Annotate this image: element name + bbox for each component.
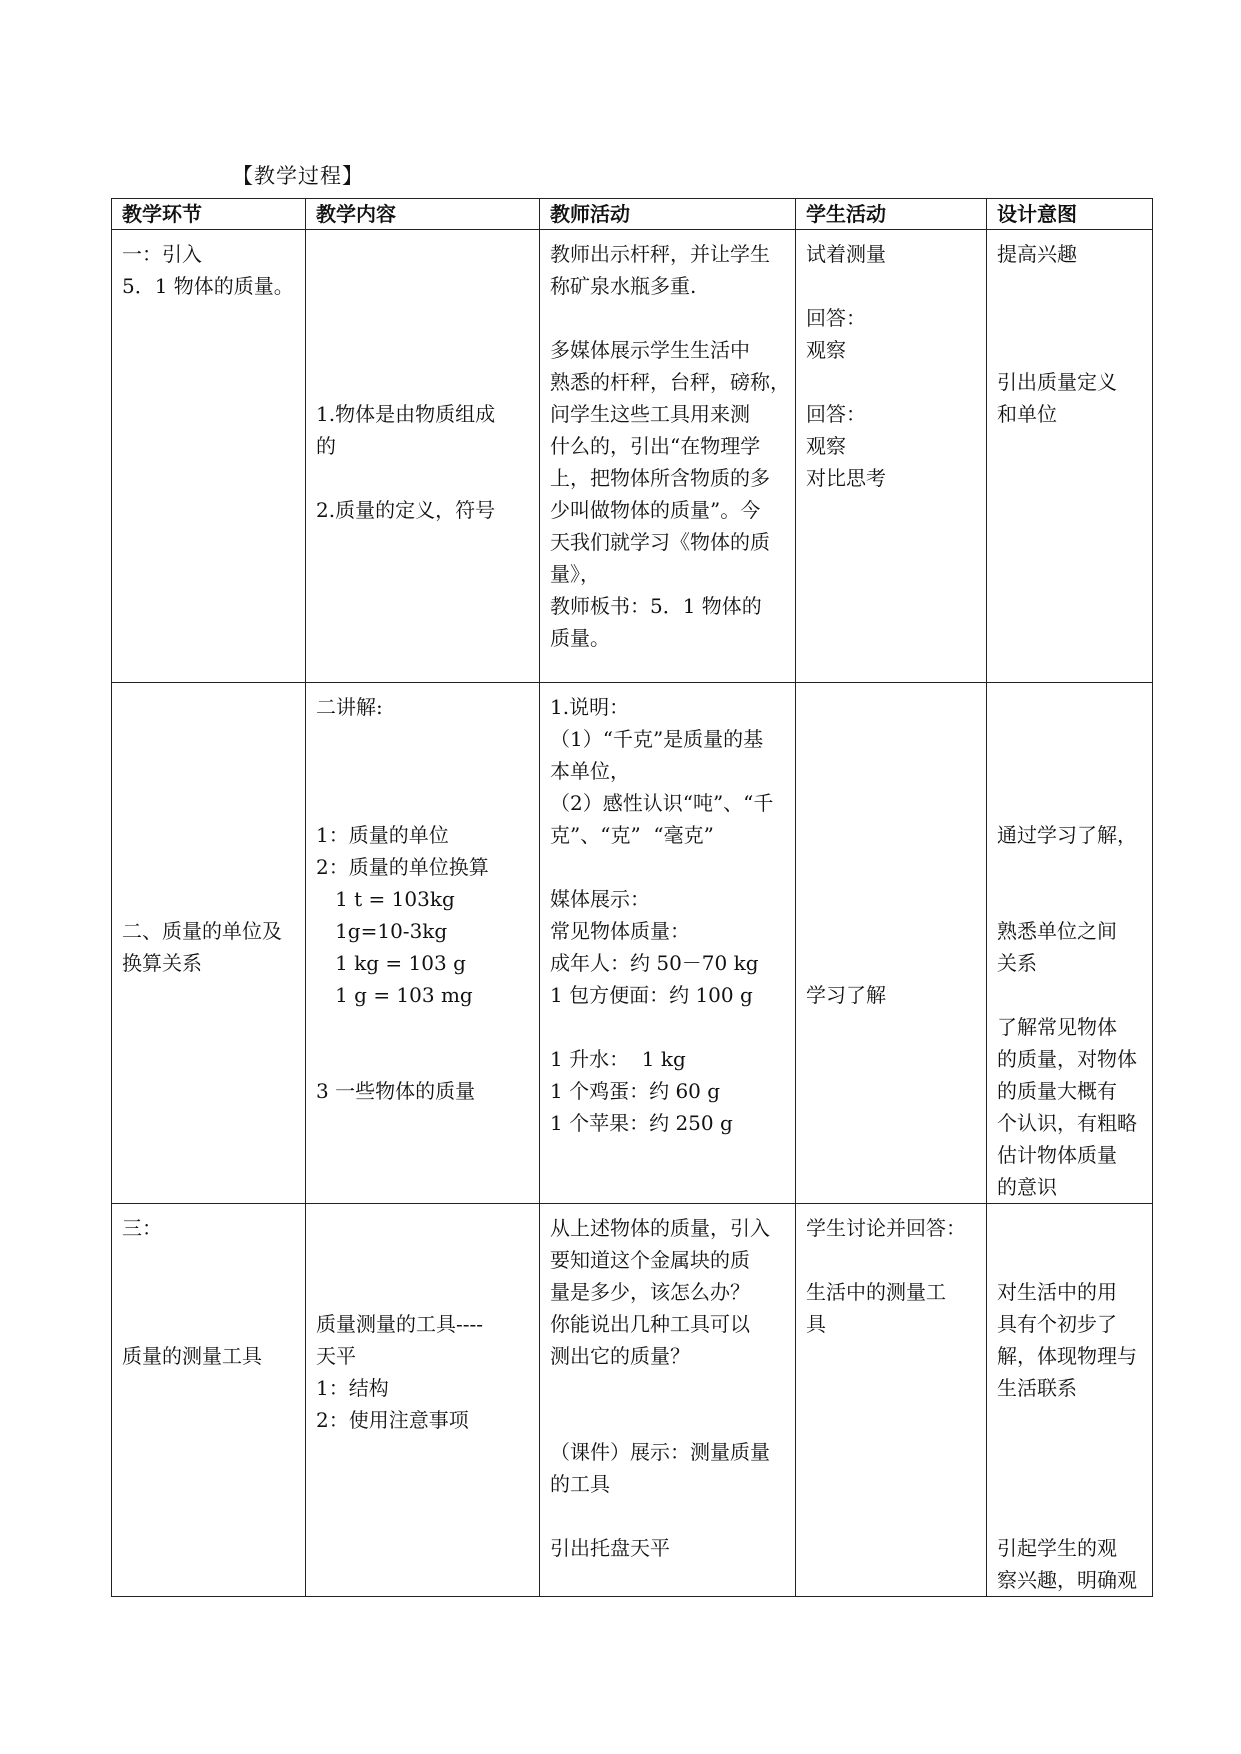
- cell-line: 要知道这个金属块的质: [550, 1248, 750, 1272]
- cell-line: [997, 1212, 1142, 1244]
- cell-line: 少叫做物体的质量”。今: [550, 498, 761, 522]
- cell-line: 1g=10-3kg: [316, 919, 448, 943]
- table-header-row: [112, 199, 1153, 230]
- cell-line: 教师出示杆秤，并让学生: [550, 242, 770, 266]
- cell-line: [550, 1372, 785, 1404]
- cell-line: 试着测量: [806, 242, 886, 266]
- cell-content: [306, 1204, 540, 1597]
- cell-line: 2：质量的单位换算: [316, 855, 489, 879]
- cell-line: [806, 1244, 976, 1276]
- cell-line: 测出它的质量？: [550, 1344, 690, 1368]
- cell-line: [997, 1436, 1142, 1468]
- cell-line: 质量的测量工具: [122, 1344, 262, 1368]
- cell-line: 对比思考: [806, 466, 886, 490]
- cell-content: [306, 230, 540, 683]
- cell-line: 成年人：约 50－70 kg: [550, 951, 759, 975]
- cell-line: [806, 883, 976, 915]
- cell-line: [997, 755, 1142, 787]
- cell-line: [997, 270, 1142, 302]
- cell-line: 观察: [806, 338, 846, 362]
- cell-line: [997, 691, 1142, 723]
- lesson-table: [111, 198, 1153, 1597]
- cell-line: 从上述物体的质量，引入: [550, 1216, 770, 1240]
- cell-line: [316, 1276, 529, 1308]
- cell-line: 1 t = 103kg: [316, 887, 455, 911]
- cell-line: 的意识: [997, 1175, 1057, 1199]
- cell-line: 1 升水： 1 kg: [550, 1047, 686, 1071]
- cell-line: 估计物体质量: [997, 1143, 1117, 1167]
- cell-line: 解，体现物理与: [997, 1344, 1137, 1368]
- cell-line: [997, 787, 1142, 819]
- cell-line: [122, 1308, 295, 1340]
- cell-line: 通过学习了解，: [997, 823, 1137, 847]
- cell-line: 量》，: [550, 562, 600, 586]
- cell-line: [316, 366, 529, 398]
- cell-line: 学生讨论并回答：: [806, 1216, 966, 1240]
- cell-line: 引出质量定义: [997, 370, 1117, 394]
- cell-line: [806, 947, 976, 979]
- cell-line: [997, 883, 1142, 915]
- header-teacher-activity: 教师活动: [540, 199, 796, 230]
- cell-line: 1 个苹果：约 250 g: [550, 1111, 733, 1135]
- cell-line: [316, 302, 529, 334]
- cell-line: 天平: [316, 1344, 356, 1368]
- cell-line: （课件）展示：测量质量: [550, 1440, 770, 1464]
- cell-design-intent: [987, 1204, 1153, 1597]
- cell-line: 二、质量的单位及: [122, 919, 282, 943]
- cell-line: 量是多少，该怎么办？: [550, 1280, 750, 1304]
- cell-line: 回答：: [806, 402, 866, 426]
- cell-line: [550, 302, 785, 334]
- cell-line: 天我们就学习《物体的质: [550, 530, 770, 554]
- cell-line: 引出托盘天平: [550, 1536, 670, 1560]
- cell-line: [122, 851, 295, 883]
- cell-line: 引起学生的观: [997, 1536, 1117, 1560]
- cell-line: [122, 1276, 295, 1308]
- header-stage: 教学环节: [112, 199, 306, 230]
- cell-line: [997, 979, 1142, 1011]
- cell-student-activity: [796, 230, 987, 683]
- cell-line: 1 个鸡蛋：约 60 g: [550, 1079, 721, 1103]
- cell-line: 具有个初步了: [997, 1312, 1117, 1336]
- cell-line: 熟悉单位之间: [997, 919, 1117, 943]
- cell-line: 的: [316, 434, 336, 458]
- cell-line: 的质量大概有: [997, 1079, 1117, 1103]
- table-row: [112, 1204, 1153, 1597]
- header-student-activity: 学生活动: [796, 199, 987, 230]
- cell-line: [806, 787, 976, 819]
- cell-line: 教师板书：5．1 物体的: [550, 594, 762, 618]
- cell-line: [997, 1244, 1142, 1276]
- cell-stage: [112, 230, 306, 683]
- table-row: [112, 683, 1153, 1204]
- cell-line: （2）感性认识“吨”、“千: [550, 791, 774, 815]
- table-row: [112, 230, 1153, 683]
- cell-line: 克”、“克” “毫克”: [550, 823, 714, 847]
- cell-line: [122, 819, 295, 851]
- cell-line: 和单位: [997, 402, 1057, 426]
- cell-line: 具: [806, 1312, 826, 1336]
- cell-line: [122, 787, 295, 819]
- cell-line: [316, 334, 529, 366]
- cell-content: [306, 683, 540, 1204]
- cell-line: [997, 302, 1142, 334]
- cell-line: [316, 1043, 529, 1075]
- cell-line: 媒体展示：: [550, 887, 650, 911]
- cell-line: 质量测量的工具----: [316, 1312, 484, 1336]
- cell-line: 本单位，: [550, 759, 630, 783]
- cell-line: [316, 787, 529, 819]
- cell-line: 二讲解:: [316, 695, 383, 719]
- cell-line: 你能说出几种工具可以: [550, 1312, 750, 1336]
- cell-line: [997, 1468, 1142, 1500]
- cell-line: [316, 1244, 529, 1276]
- cell-line: [806, 723, 976, 755]
- cell-line: 1：质量的单位: [316, 823, 449, 847]
- cell-line: 什么的，引出“在物理学: [550, 434, 761, 458]
- cell-line: 提高兴趣: [997, 242, 1077, 266]
- cell-line: [997, 334, 1142, 366]
- cell-line: 问学生这些工具用来测: [550, 402, 750, 426]
- cell-line: [316, 238, 529, 270]
- cell-line: [806, 270, 976, 302]
- cell-line: 生活联系: [997, 1376, 1077, 1400]
- cell-line: [122, 1244, 295, 1276]
- cell-line: [550, 1011, 785, 1043]
- cell-line: [122, 691, 295, 723]
- cell-line: 多媒体展示学生生活中: [550, 338, 750, 362]
- section-heading: 【教学过程】: [232, 164, 364, 188]
- cell-line: [122, 723, 295, 755]
- cell-line: 2.质量的定义，符号: [316, 498, 496, 522]
- cell-line: 换算关系: [122, 951, 202, 975]
- cell-line: [997, 1404, 1142, 1436]
- cell-line: [550, 1500, 785, 1532]
- header-content: 教学内容: [306, 199, 540, 230]
- cell-line: [316, 1212, 529, 1244]
- cell-design-intent: [987, 230, 1153, 683]
- cell-line: 1.说明：: [550, 695, 630, 719]
- cell-line: [550, 1404, 785, 1436]
- cell-line: [997, 723, 1142, 755]
- cell-line: [806, 819, 976, 851]
- cell-line: 回答：: [806, 306, 866, 330]
- cell-line: [122, 755, 295, 787]
- cell-line: 察兴趣，明确观: [997, 1568, 1137, 1592]
- cell-line: 2：使用注意事项: [316, 1408, 469, 1432]
- cell-stage: [112, 1204, 306, 1597]
- cell-line: 上，把物体所含物质的多: [550, 466, 770, 490]
- cell-line: 1：结构: [316, 1376, 389, 1400]
- cell-line: 了解常见物体: [997, 1015, 1117, 1039]
- cell-line: 一：引入: [122, 242, 202, 266]
- cell-line: 质量。: [550, 626, 610, 650]
- cell-line: 3 一些物体的质量: [316, 1079, 476, 1103]
- cell-line: 1 kg = 103 g: [316, 951, 466, 975]
- cell-line: 观察: [806, 434, 846, 458]
- cell-line: （1）“千克”是质量的基: [550, 727, 764, 751]
- cell-line: 1 包方便面：约 100 g: [550, 983, 753, 1007]
- cell-line: [316, 462, 529, 494]
- cell-line: 生活中的测量工: [806, 1280, 946, 1304]
- cell-line: 的质量，对物体: [997, 1047, 1137, 1071]
- cell-line: 关系: [997, 951, 1037, 975]
- cell-line: [316, 755, 529, 787]
- cell-student-activity: [796, 1204, 987, 1597]
- cell-student-activity: [796, 683, 987, 1204]
- cell-line: 对生活中的用: [997, 1280, 1117, 1304]
- cell-line: 称矿泉水瓶多重.: [550, 274, 697, 298]
- cell-line: [316, 723, 529, 755]
- cell-line: [806, 915, 976, 947]
- cell-line: [806, 755, 976, 787]
- cell-line: [122, 883, 295, 915]
- cell-stage: [112, 683, 306, 1204]
- cell-design-intent: [987, 683, 1153, 1204]
- cell-line: [997, 851, 1142, 883]
- cell-teacher-activity: [540, 230, 796, 683]
- cell-line: 熟悉的杆秤，台秤，磅称，: [550, 370, 790, 394]
- cell-line: 三：: [122, 1216, 162, 1240]
- cell-line: 常见物体质量：: [550, 919, 690, 943]
- cell-teacher-activity: [540, 683, 796, 1204]
- cell-line: [806, 851, 976, 883]
- cell-line: [997, 1500, 1142, 1532]
- cell-line: [806, 366, 976, 398]
- cell-line: 1.物体是由物质组成: [316, 402, 496, 426]
- cell-line: [316, 270, 529, 302]
- cell-line: [550, 851, 785, 883]
- cell-line: 个认识，有粗略: [997, 1111, 1137, 1135]
- cell-line: 1 g = 103 mg: [316, 983, 473, 1007]
- cell-line: 的工具: [550, 1472, 610, 1496]
- header-design-intent: 设计意图: [987, 199, 1153, 230]
- cell-line: 学习了解: [806, 983, 886, 1007]
- cell-line: 5．1 物体的质量。: [122, 274, 294, 298]
- cell-teacher-activity: [540, 1204, 796, 1597]
- cell-line: [806, 691, 976, 723]
- cell-line: [316, 1011, 529, 1043]
